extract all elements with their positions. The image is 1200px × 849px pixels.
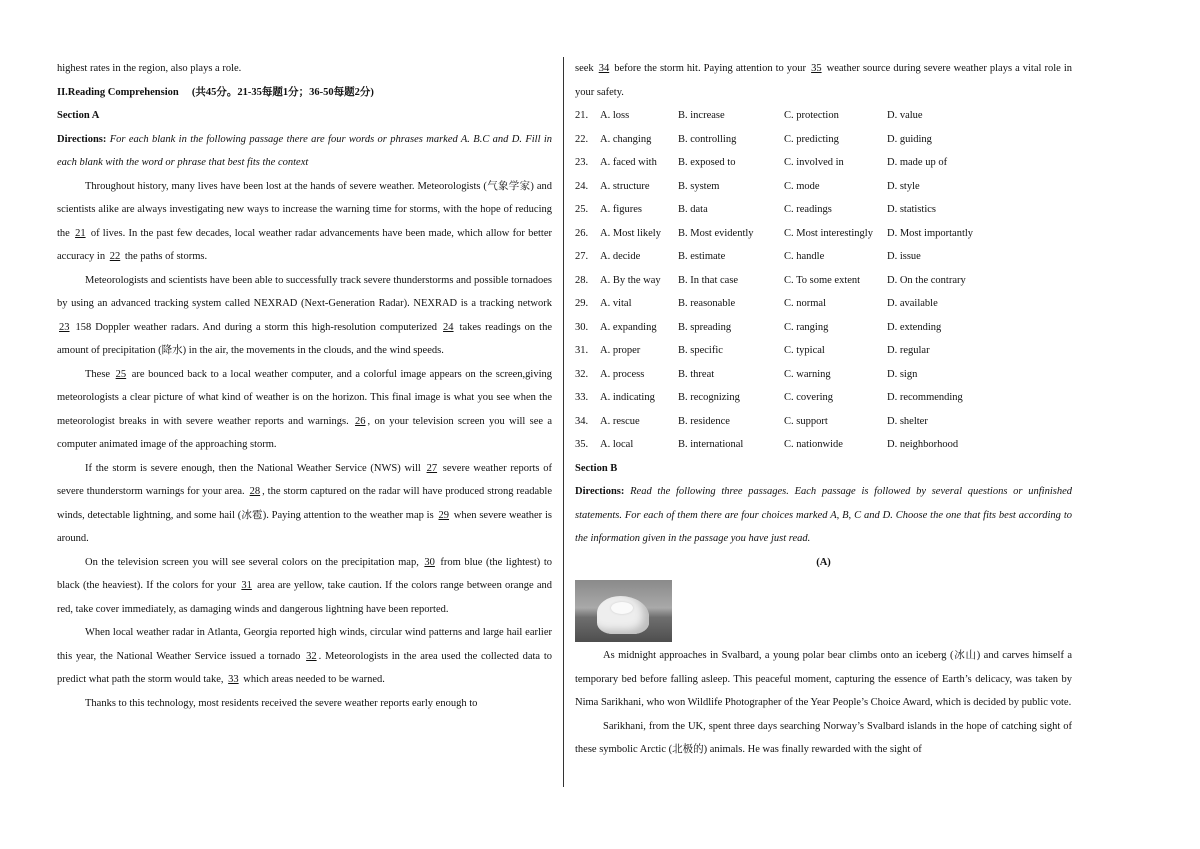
text-span: On the television screen you will see several colors on the precipitation map, (85, 556, 423, 568)
polar-bear-shape (611, 602, 633, 614)
question-number: 25. (575, 204, 589, 215)
option-row (575, 339, 1072, 363)
option-b: B. threat (678, 368, 715, 380)
option-c: C. ranging (784, 321, 829, 333)
option-c: C. protection (784, 110, 839, 121)
polar-bear-photo (575, 580, 672, 642)
blank-33: 33 (228, 674, 239, 685)
option-a: A. process (600, 368, 645, 380)
blank-34: 34 (598, 63, 610, 74)
directions-b (575, 480, 1072, 551)
option-a: A. decide (600, 251, 641, 262)
text-span: area are yellow, take caution. If the colors range between orange and red, take cover immediately, as damaging winds and dangerous lightning have been reported. (57, 580, 553, 615)
option-c: C. warning (784, 368, 831, 380)
question-number: 32. (575, 368, 589, 380)
paragraph-5 (57, 551, 552, 622)
blank-35: 35 (811, 63, 822, 74)
option-d: D. extending (887, 321, 942, 333)
option-c: C. support (784, 415, 828, 427)
option-row (575, 104, 1072, 128)
option-a: A. rescue (600, 415, 640, 427)
option-b: B. data (678, 204, 708, 215)
paragraph-4 (57, 457, 552, 551)
option-c: C. nationwide (784, 439, 843, 450)
option-c: C. predicting (784, 133, 839, 145)
option-row (575, 316, 1072, 340)
passage-a-paragraph-1: As midnight approaches in Svalbard, a young polar bear climbs onto an iceberg (冰山) and carves himself a temporary bed before falling asleep. This peaceful moment, capturing the essence of Earth’s delicacy, was taken by Nima Sarikhani, who won Wildlife Photographer of the Year People’s Choice Award, which is decided by public vote. (575, 650, 1072, 708)
option-row (575, 222, 1072, 246)
section-score: (共45分。21-35每题1分；36-50每题2分) (191, 86, 374, 98)
text-span: Throughout history, many lives have been lost at the hands of severe weather. Meteorologists (气象学家) and scientists alike are always investigating new ways to increase the warning time for storms, with the hope of reducing the (57, 180, 552, 239)
blank-31: 31 (241, 580, 252, 591)
question-number: 34. (575, 415, 589, 427)
option-b: B. In that case (678, 274, 739, 286)
text-span: , on your television screen you will see a computer animated image of the approaching storm. (57, 415, 552, 450)
option-d: D. statistics (887, 204, 936, 215)
option-a: A. faced with (600, 157, 657, 168)
text-span: takes readings on the amount of precipitation (降水) in the air, the movements in the clouds, and the wind speeds. (57, 321, 552, 356)
option-a: A. vital (600, 298, 632, 309)
option-d: D. made up of (887, 157, 948, 168)
section-b-title: Section B (575, 462, 618, 474)
paragraph-1 (57, 175, 552, 269)
option-row (575, 292, 1072, 316)
option-c: C. handle (784, 251, 825, 262)
option-b: B. increase (678, 110, 725, 121)
option-b: B. system (678, 180, 720, 192)
blank-23: 23 (59, 321, 70, 333)
text-span: severe weather reports of severe thunderstorm warnings for your area. (57, 462, 553, 497)
directions-label: Directions: (575, 486, 625, 497)
blank-24: 24 (443, 321, 454, 333)
option-d: D. value (887, 110, 923, 121)
option-b: B. reasonable (678, 298, 736, 309)
text-span: weather source during severe weather plays a vital role in your safety. (575, 63, 1072, 98)
text-span: . Meteorologists in the area used the collected data to predict what path the storm would take, (57, 650, 553, 685)
option-a: A. indicating (600, 392, 655, 403)
question-number: 33. (575, 392, 589, 403)
option-row (575, 363, 1072, 387)
right-column (575, 57, 1072, 762)
option-c: C. Most interestingly (784, 227, 873, 239)
option-d: D. available (887, 298, 938, 309)
option-b: B. recognizing (678, 392, 740, 403)
text-span: If the storm is severe enough, then the National Weather Service (NWS) will (85, 462, 425, 474)
blank-32: 32 (306, 650, 317, 662)
option-d: D. Most importantly (887, 227, 974, 239)
option-a: A. changing (600, 133, 652, 145)
option-b: B. controlling (678, 133, 737, 145)
column-divider (563, 57, 564, 787)
text-span: before the storm hit. Paying attention to your (611, 63, 810, 74)
option-b: B. spreading (678, 321, 732, 333)
option-row (575, 269, 1072, 293)
paragraph-2 (57, 269, 552, 363)
blank-28: 28 (249, 486, 261, 497)
option-a: A. figures (600, 204, 642, 215)
option-row (575, 386, 1072, 410)
option-row (575, 433, 1072, 457)
paragraph-6 (57, 621, 552, 692)
text-span: of lives. In the past few decades, local weather radar advancements have been made, which allow for better accuracy in (57, 227, 553, 262)
left-column (57, 57, 552, 715)
text-span: These (85, 368, 114, 380)
option-a: A. By the way (600, 274, 661, 286)
blank-29: 29 (438, 509, 449, 521)
option-d: D. recommending (887, 392, 963, 403)
question-number: 22. (575, 133, 589, 145)
option-row (575, 151, 1072, 175)
text-span: which areas needed to be warned. (240, 674, 385, 685)
question-number: 27. (575, 251, 589, 262)
directions-label: Directions: (57, 133, 107, 145)
question-number: 23. (575, 157, 589, 168)
text-span: when severe weather is around. (57, 509, 552, 544)
question-number: 30. (575, 321, 589, 333)
options-list (575, 104, 1072, 457)
blank-25: 25 (115, 368, 127, 380)
blank-21: 21 (75, 227, 86, 239)
option-a: A. proper (600, 345, 641, 356)
option-a: A. Most likely (600, 227, 661, 239)
question-number: 24. (575, 180, 589, 192)
text-span: When local weather radar in Atlanta, Georgia reported high winds, circular wind patterns and large hail earlier this year, the National Weather Service issued a tornado (57, 627, 552, 662)
text-span: , the storm captured on the radar will have produced strong readable winds, detectable lightning, and some hail (冰雹). Paying attention to the weather map is (57, 486, 552, 521)
option-a: A. expanding (600, 321, 657, 333)
blank-27: 27 (426, 462, 438, 474)
option-d: D. issue (887, 251, 921, 262)
passage-a-paragraph-2: Sarikhani, from the UK, spent three days searching Norway’s Svalbard islands in the hope of catching sight of these symbolic Arctic (北极的) animals. He was finally rewarded with the sight of (575, 720, 1072, 755)
option-b: B. specific (678, 345, 723, 356)
option-c: C. mode (784, 180, 820, 192)
option-c: C. involved in (784, 157, 844, 168)
option-c: C. covering (784, 392, 833, 403)
option-d: D. shelter (887, 415, 928, 427)
text-span: seek (575, 63, 597, 74)
option-row (575, 198, 1072, 222)
option-d: D. guiding (887, 133, 932, 145)
option-b: B. Most evidently (678, 227, 754, 239)
paragraph-3 (57, 363, 552, 457)
question-number: 35. (575, 439, 589, 450)
text-span: from blue (the lightest) to black (the heaviest). If the colors for your (57, 556, 552, 591)
option-row (575, 175, 1072, 199)
directions-a (57, 128, 552, 175)
option-c: C. To some extent (784, 274, 861, 286)
option-row (575, 128, 1072, 152)
option-b: B. residence (678, 415, 730, 427)
option-b: B. exposed to (678, 157, 736, 168)
question-number: 31. (575, 345, 589, 356)
option-a: A. structure (600, 180, 650, 192)
passage-a-label: (A) (816, 556, 831, 568)
option-d: D. regular (887, 345, 930, 356)
section-title: II.Reading Comprehension (57, 86, 179, 98)
paragraph-continued (575, 57, 1072, 104)
option-d: D. On the contrary (887, 274, 966, 286)
option-row (575, 410, 1072, 434)
directions-text: Read the following three passages. Each passage is followed by several questions or unfinished statements. For each of them there are four choices marked A, B, C and D. Choose the one that fits best according to the information given in the passage you have just read. (575, 486, 1072, 544)
option-c: C. readings (784, 204, 832, 215)
question-number: 28. (575, 274, 589, 286)
directions-text: For each blank in the following passage there are four words or phrases marked A. B.C and D. Fill in each blank with the word or phrase that best fits the context (57, 133, 552, 168)
question-number: 21. (575, 110, 589, 121)
question-number: 29. (575, 298, 589, 309)
option-d: D. style (887, 180, 920, 192)
blank-22: 22 (109, 251, 121, 262)
option-b: B. estimate (678, 251, 726, 262)
option-c: C. normal (784, 298, 826, 309)
option-c: C. typical (784, 345, 825, 356)
option-a: A. local (600, 439, 634, 450)
blank-30: 30 (424, 556, 435, 568)
option-d: D. sign (887, 368, 918, 380)
option-row (575, 245, 1072, 269)
question-number: 26. (575, 227, 589, 239)
blank-26: 26 (355, 415, 366, 427)
text-span: are bounced back to a local weather computer, and a colorful image appears on the screen,giving meteorologists a clear picture of what kind of weather is on the horizon. This final image is what you see when the meteorologist breaks in with severe weather reports and warnings. (57, 368, 553, 427)
option-a: A. loss (600, 110, 630, 121)
text-span: Meteorologists and scientists have been able to successfully track severe thunderstorms and possible tornadoes by using an advanced tracking system called NEXRAD (Next-Generation Radar). NEXRAD is a tracking network (57, 274, 552, 309)
option-b: B. international (678, 439, 744, 450)
option-d: D. neighborhood (887, 439, 959, 450)
paragraph-7: Thanks to this technology, most residents received the severe weather reports early enough to (85, 697, 478, 709)
text-span: 158 Doppler weather radars. And during a storm this high-resolution computerized (71, 321, 442, 333)
section-heading (57, 81, 552, 105)
continued-line: highest rates in the region, also plays a role. (57, 63, 242, 74)
text-span: the paths of storms. (122, 251, 208, 262)
section-a-title: Section A (57, 110, 100, 121)
